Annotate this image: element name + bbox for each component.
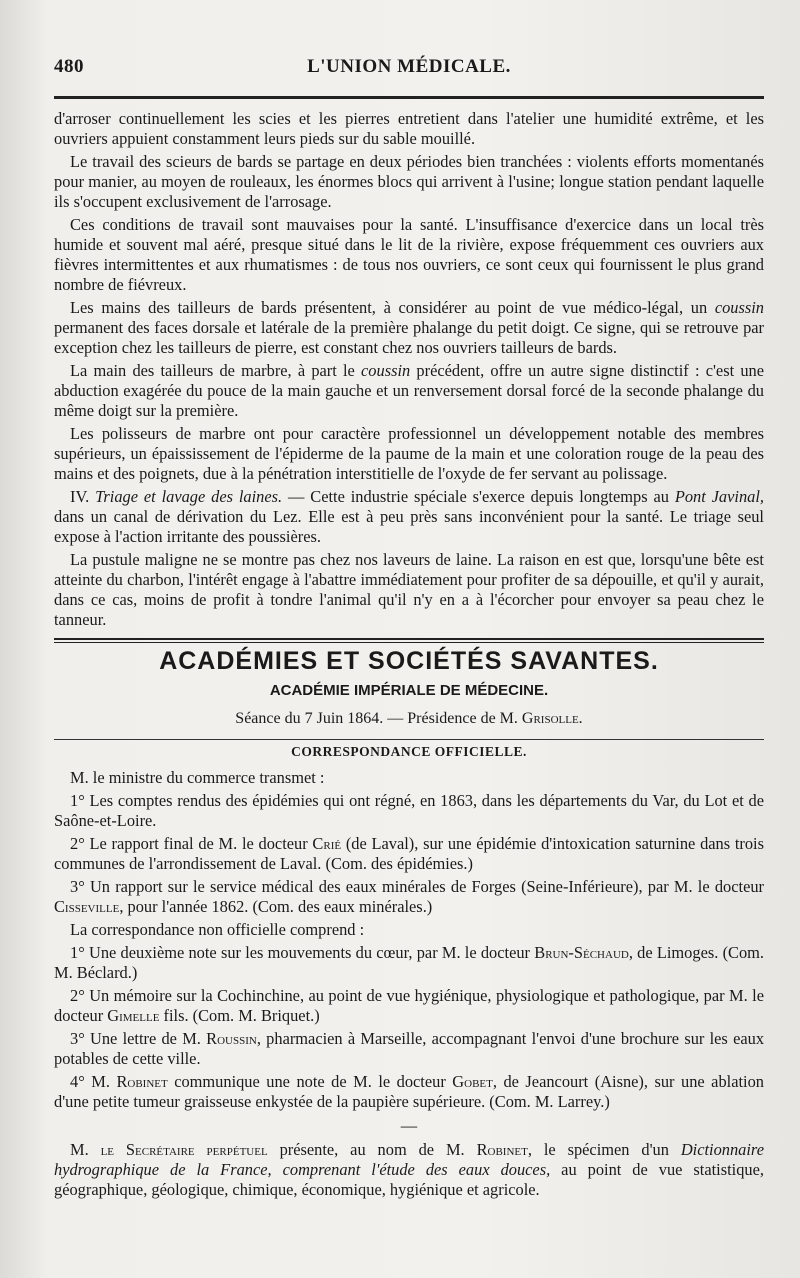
corr-rule <box>54 739 764 740</box>
separator-dash: — <box>400 1116 418 1135</box>
section-title: ACADÉMIES ET SOCIÉTÉS SAVANTES. <box>159 647 659 675</box>
paragraph-nonoff3: 3° Une lettre de M. Roussin, pharmacien à Marseille, accompagnant l'envoi d'une brochure sur les eaux potables de cette ville. <box>54 1029 765 1068</box>
page-number: 480 <box>54 56 84 77</box>
paragraph-nonoff4: 4° M. Robinet communique une note de M. le docteur Gobet, de Jeancourt (Aisne), sur une ablation d'une petite tumeur graisseuse enkystée de la paupière supérieure. (Com. M. Larrey.) <box>54 1072 764 1111</box>
paragraph-triage: IV. Triage et lavage des laines. — Cette industrie spéciale s'exerce depuis longtemps au Pont Javinal, dans un canal de dérivation du Lez. Elle est à peu près sans inconvénient pour la santé. Le triage seul expose à l'action irritante des poussières. <box>54 487 764 546</box>
paragraph-corr2: 2° Le rapport final de M. le docteur Crié (de Laval), sur une épidémie d'intoxication saturnine dans trois communes de l'arrondissement de Laval. (Com. des épidémies.) <box>54 834 764 873</box>
paragraph: 1° Les comptes rendus des épidémies qui ont régné, en 1863, dans les départements du Var, du Lot et de Saône-et-Loire. <box>54 791 764 830</box>
paragraph: Le travail des scieurs de bards se partage en deux périodes bien tranchées : violents efforts momentanés pour manier, au moyen de rouleaux, les énormes blocs qui arrivent à l'usine; longue station pendant laquelle ils s'occupent exclusivement de l'arrosage. <box>54 152 764 211</box>
paragraph: M. le ministre du commerce transmet : <box>70 768 325 787</box>
seance-line: Séance du 7 Juin 1864. — Présidence de M. Grisolle. <box>235 710 583 727</box>
paragraph-nonoff2: 2° Un mémoire sur la Cochinchine, au point de vue hygiénique, physiologique et pathologique, par M. le docteur Gimelle fils. (Com. M. Briquet.) <box>54 986 764 1025</box>
header-rule <box>54 96 764 99</box>
paragraph: d'arroser continuellement les scies et les pierres entretient dans l'atelier une humidité extrême, et les ouvriers appuient constamment leurs pieds sur du sable mouillé. <box>54 109 764 148</box>
paragraph-final: M. le Secrétaire perpétuel présente, au nom de M. Robinet, le spécimen d'un Dictionnaire hydrographique de la France, comprenant l'étude des eaux douces, au point de vue statistique, géographique, géologique, chimique, économique, hygiénique et agricole. <box>54 1140 764 1199</box>
paragraph-mains: Les mains des tailleurs de bards présentent, à considérer au point de vue médico-légal, un coussin permanent des faces dorsale et latérale de la première phalange du petit doigt. Ce signe, qui se retrouve par exception chez les tailleurs de pierre, est constant chez nos ouvriers tailleurs de bards. <box>54 298 764 357</box>
paragraph-corr3: 3° Un rapport sur le service médical des eaux minérales de Forges (Seine-Inférieure), par M. le docteur Cisseville, pour l'année 1862. (Com. des eaux minérales.) <box>54 877 764 916</box>
paragraph-marbre: La main des tailleurs de marbre, à part le coussin précédent, offre un autre signe distinctif : c'est une abduction exagérée du pouce de la main gauche et un renversement dorsal forcé de la seconde phalange du même doigt sur la première. <box>54 361 764 420</box>
paragraph: La correspondance non officielle comprend : <box>70 920 365 939</box>
article-body <box>54 109 764 1200</box>
running-title: L'UNION MÉDICALE. <box>307 56 511 77</box>
paragraph: Ces conditions de travail sont mauvaises pour la santé. L'insuffisance d'exercice dans un local très humide et souvent mal aéré, presque situé dans le lit de la rivière, expose fréquemment ces ouvriers aux fièvres intermittentes et aux rhumatismes : de tous nos ouvriers, ce sont ceux qui fournissent le plus grand nombre de fiévreux. <box>54 215 764 294</box>
paragraph-nonoff1: 1° Une deuxième note sur les mouvements du cœur, par M. le docteur Brun-Séchaud, de Limoges. (Com. M. Béclard.) <box>54 943 764 982</box>
section-subtitle: ACADÉMIE IMPÉRIALE DE MÉDECINE. <box>269 682 549 699</box>
corr-title: CORRESPONDANCE OFFICIELLE. <box>291 744 527 759</box>
paragraph: Les polisseurs de marbre ont pour caractère professionnel un développement notable des membres supérieurs, un épaississement de l'épiderme de la paume de la main et une coloration rouge de la peau des mains et des poignets, due à la pénétration interstitielle de l'oxyde de fer servant au polissage. <box>54 424 764 483</box>
section-divider <box>54 638 764 643</box>
running-header <box>54 56 764 90</box>
paragraph: La pustule maligne ne se montre pas chez nos laveurs de laine. La raison en est que, lorsqu'une bête est atteinte du charbon, l'intérêt engage à l'abattre immédiatement pour profiter de sa dépouille, et qu'il y aurait, dans ce cas, moins de profit à tondre l'animal qu'il n'y en a à l'écorcher pour envoyer sa peau chez le tanneur. <box>54 550 764 629</box>
